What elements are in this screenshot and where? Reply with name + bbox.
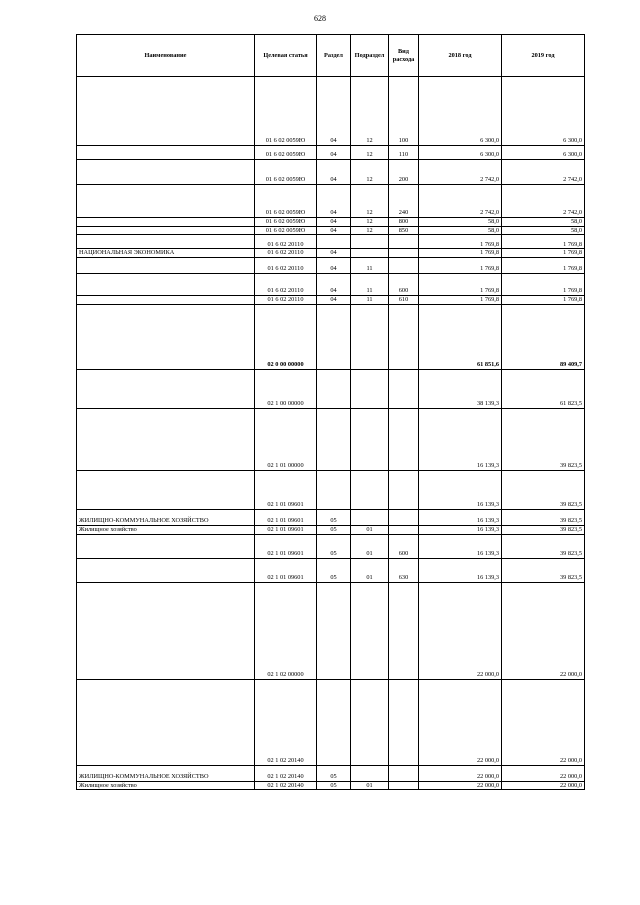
cell-2019: 39 823,5 [502,534,585,558]
table-row [77,525,585,534]
cell-name [77,235,255,249]
column-header-vid: Вид расхода [389,35,419,77]
cell-section: 05 [317,765,351,781]
cell-name [77,534,255,558]
cell-name: Жилищное хозяйство [77,781,255,790]
cell-2019: 22 000,0 [502,781,585,790]
cell-2019: 22 000,0 [502,765,585,781]
cell-vid [389,249,419,258]
column-header-2019: 2019 год [502,35,585,77]
cell-vid: 200 [389,160,419,185]
cell-subsection: 12 [351,146,389,160]
cell-2019: 1 769,8 [502,249,585,258]
cell-name [77,369,255,408]
cell-name [77,160,255,185]
cell-2018: 16 139,3 [419,408,502,470]
table-row [77,509,585,525]
table-row [77,558,585,582]
cell-section: 04 [317,226,351,235]
cell-section: 05 [317,781,351,790]
cell-2019: 22 000,0 [502,582,585,679]
cell-code: 01 6 02 20110 [255,258,317,274]
cell-code: 01 6 02 0059Ю [255,185,317,218]
table-row [77,258,585,274]
table-row [77,582,585,679]
page-number: 628 [314,14,326,23]
cell-code: 01 6 02 20110 [255,235,317,249]
cell-vid [389,408,419,470]
cell-vid: 600 [389,274,419,296]
budget-table [76,34,585,790]
cell-name [77,185,255,218]
cell-subsection [351,509,389,525]
cell-vid: 850 [389,226,419,235]
cell-2018: 16 139,3 [419,558,502,582]
cell-2019: 6 300,0 [502,146,585,160]
table-row [77,235,585,249]
table-row [77,185,585,218]
table-row [77,408,585,470]
cell-vid: 630 [389,558,419,582]
table-row [77,146,585,160]
table-row [77,781,585,790]
cell-2019: 2 742,0 [502,185,585,218]
cell-name [77,408,255,470]
cell-vid: 110 [389,146,419,160]
table-row [77,534,585,558]
cell-2018: 1 769,8 [419,249,502,258]
cell-code: 01 6 02 0059Ю [255,226,317,235]
cell-subsection: 01 [351,534,389,558]
cell-2019: 58,0 [502,218,585,227]
cell-name [77,146,255,160]
cell-name [77,258,255,274]
cell-code: 01 6 02 0059Ю [255,77,317,146]
cell-2018: 16 139,3 [419,534,502,558]
cell-name [77,470,255,509]
cell-section: 04 [317,77,351,146]
cell-vid [389,369,419,408]
cell-2018: 16 139,3 [419,525,502,534]
cell-vid [389,235,419,249]
cell-code: 01 6 02 0059Ю [255,218,317,227]
cell-subsection: 11 [351,258,389,274]
cell-2019: 2 742,0 [502,160,585,185]
table-row [77,470,585,509]
cell-2019: 1 769,8 [502,296,585,305]
cell-name [77,582,255,679]
cell-2018: 22 000,0 [419,679,502,765]
cell-name [77,679,255,765]
cell-code: 02 1 01 09601 [255,558,317,582]
column-header-section: Раздел [317,35,351,77]
cell-2018: 61 851,6 [419,304,502,369]
cell-2018: 1 769,8 [419,235,502,249]
cell-name [77,296,255,305]
cell-subsection: 11 [351,274,389,296]
cell-2019: 39 823,5 [502,408,585,470]
cell-2019: 39 823,5 [502,509,585,525]
cell-subsection: 11 [351,296,389,305]
cell-2018: 38 139,3 [419,369,502,408]
cell-2018: 2 742,0 [419,185,502,218]
cell-2018: 22 000,0 [419,781,502,790]
cell-code: 02 1 01 00000 [255,408,317,470]
cell-code: 02 1 00 00000 [255,369,317,408]
cell-section [317,582,351,679]
cell-name: Жилищное хозяйство [77,525,255,534]
column-header-subsection: Подраздел [351,35,389,77]
cell-2018: 16 139,3 [419,509,502,525]
cell-2018: 58,0 [419,226,502,235]
cell-2019: 39 823,5 [502,558,585,582]
table-row [77,160,585,185]
cell-subsection [351,765,389,781]
cell-subsection: 12 [351,226,389,235]
cell-2019: 1 769,8 [502,235,585,249]
column-header-code: Целевая статья [255,35,317,77]
cell-2018: 1 769,8 [419,296,502,305]
cell-section [317,679,351,765]
cell-name: ЖИЛИЩНО-КОММУНАЛЬНОЕ ХОЗЯЙСТВО [77,765,255,781]
cell-subsection: 12 [351,77,389,146]
cell-section: 04 [317,249,351,258]
cell-code: 01 6 02 0059Ю [255,160,317,185]
cell-subsection: 01 [351,525,389,534]
table-row [77,274,585,296]
cell-vid [389,679,419,765]
cell-2019: 1 769,8 [502,274,585,296]
cell-section [317,408,351,470]
cell-subsection: 12 [351,218,389,227]
cell-2019: 89 409,7 [502,304,585,369]
cell-section [317,470,351,509]
cell-code: 02 1 02 20140 [255,679,317,765]
cell-subsection [351,369,389,408]
cell-2018: 2 742,0 [419,160,502,185]
cell-vid [389,304,419,369]
table-row [77,218,585,227]
table-row [77,226,585,235]
cell-code: 02 1 01 09601 [255,525,317,534]
cell-section [317,235,351,249]
cell-section: 04 [317,296,351,305]
cell-2018: 16 139,3 [419,470,502,509]
cell-section: 04 [317,160,351,185]
cell-vid [389,582,419,679]
cell-2019: 61 823,5 [502,369,585,408]
cell-subsection: 01 [351,781,389,790]
cell-section: 05 [317,558,351,582]
cell-name [77,226,255,235]
cell-vid [389,781,419,790]
table-header-row [77,35,585,77]
cell-code: 01 6 02 20110 [255,296,317,305]
cell-vid [389,765,419,781]
table-row [77,296,585,305]
cell-section: 04 [317,185,351,218]
cell-name [77,274,255,296]
cell-subsection [351,408,389,470]
table-row [77,249,585,258]
cell-name [77,77,255,146]
cell-section: 05 [317,509,351,525]
cell-subsection [351,249,389,258]
cell-code: 01 6 02 20110 [255,274,317,296]
cell-2018: 6 300,0 [419,77,502,146]
cell-code: 02 1 02 00000 [255,582,317,679]
cell-subsection: 12 [351,160,389,185]
table-row [77,679,585,765]
cell-section: 04 [317,258,351,274]
cell-2018: 22 000,0 [419,765,502,781]
cell-vid [389,509,419,525]
table-row [77,369,585,408]
cell-section: 04 [317,218,351,227]
cell-2019: 39 823,5 [502,470,585,509]
cell-code: 02 1 02 20140 [255,765,317,781]
cell-2018: 58,0 [419,218,502,227]
cell-vid: 610 [389,296,419,305]
cell-code: 02 1 01 09601 [255,470,317,509]
cell-2018: 1 769,8 [419,258,502,274]
cell-2019: 39 823,5 [502,525,585,534]
cell-2018: 22 000,0 [419,582,502,679]
cell-code: 02 1 01 09601 [255,509,317,525]
cell-2018: 1 769,8 [419,274,502,296]
cell-section [317,304,351,369]
column-header-2018: 2018 год [419,35,502,77]
cell-vid: 600 [389,534,419,558]
table-body [77,77,585,790]
cell-code: 02 1 02 20140 [255,781,317,790]
cell-name [77,558,255,582]
cell-subsection [351,304,389,369]
cell-code: 01 6 02 20110 [255,249,317,258]
cell-section: 04 [317,146,351,160]
cell-name: ЖИЛИЩНО-КОММУНАЛЬНОЕ ХОЗЯЙСТВО [77,509,255,525]
cell-vid: 240 [389,185,419,218]
cell-2019: 1 769,8 [502,258,585,274]
cell-code: 02 0 00 00000 [255,304,317,369]
cell-subsection [351,235,389,249]
cell-subsection [351,679,389,765]
table-row [77,77,585,146]
cell-2018: 6 300,0 [419,146,502,160]
cell-2019: 6 300,0 [502,77,585,146]
cell-code: 02 1 01 09601 [255,534,317,558]
cell-2019: 22 000,0 [502,679,585,765]
column-header-name: Наименование [77,35,255,77]
cell-vid [389,258,419,274]
cell-section [317,369,351,408]
cell-section: 05 [317,534,351,558]
cell-name [77,218,255,227]
cell-vid [389,470,419,509]
cell-vid: 100 [389,77,419,146]
cell-subsection [351,470,389,509]
cell-2019: 58,0 [502,226,585,235]
cell-subsection [351,582,389,679]
cell-vid: 800 [389,218,419,227]
cell-subsection: 01 [351,558,389,582]
cell-name [77,304,255,369]
table-row [77,304,585,369]
cell-subsection: 12 [351,185,389,218]
cell-vid [389,525,419,534]
cell-section: 05 [317,525,351,534]
table-row [77,765,585,781]
cell-code: 01 6 02 0059Ю [255,146,317,160]
cell-name: НАЦИОНАЛЬНАЯ ЭКОНОМИКА [77,249,255,258]
cell-section: 04 [317,274,351,296]
